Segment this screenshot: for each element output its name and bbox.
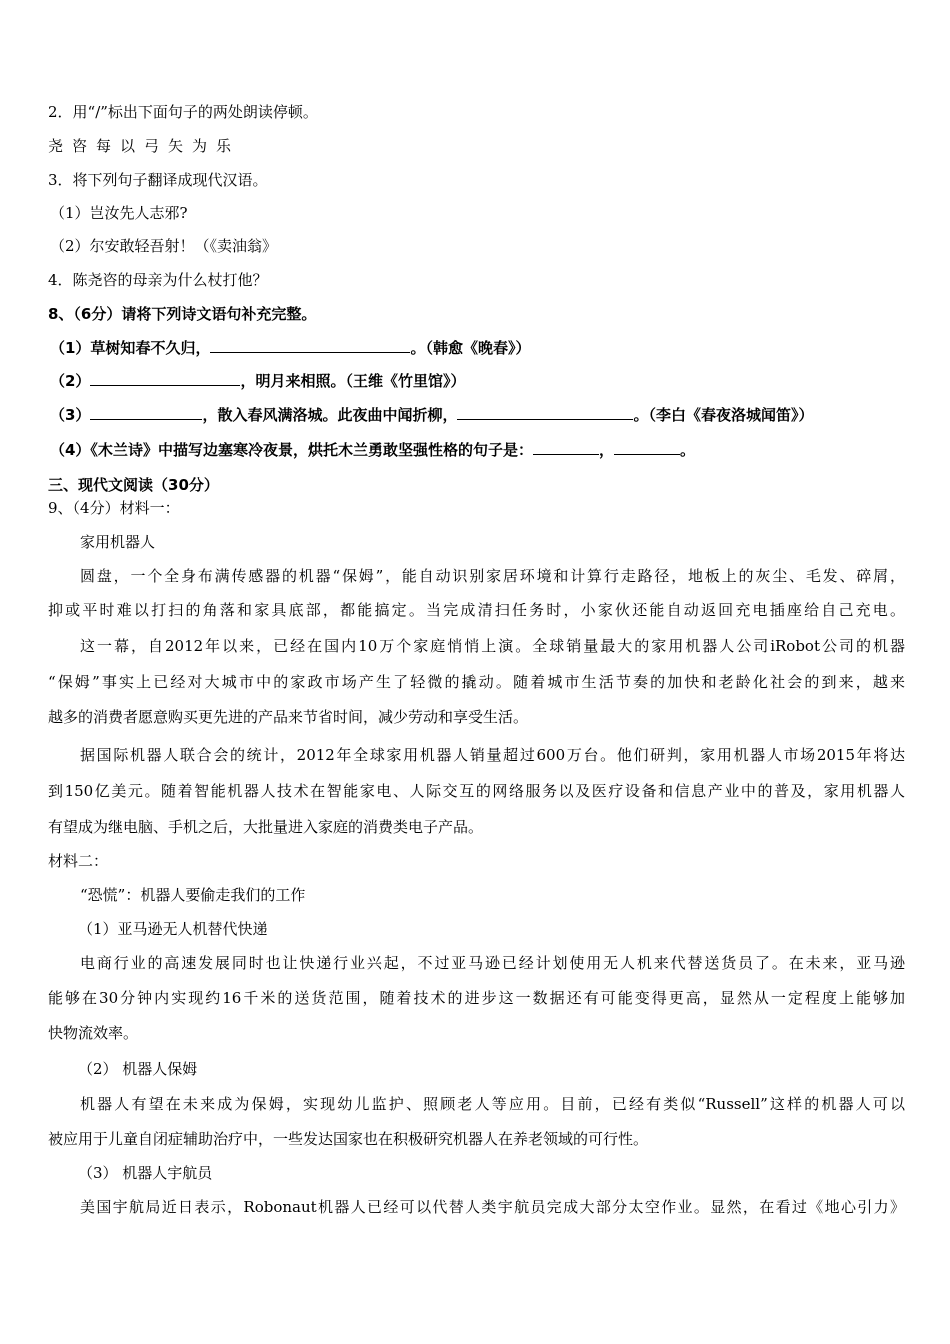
section-3-title: 三、现代文阅读（30分） xyxy=(48,476,219,494)
q8-item-2-text: ，明月来相照。（王维《竹里馆》） xyxy=(240,372,466,390)
paragraph-line: 有望成为继电脑、手机之后，大批量进入家庭的消费类电子产品。 xyxy=(48,818,484,836)
paragraph-line: 快物流效率。 xyxy=(48,1024,139,1042)
paragraph-line: 电商行业的高速发展同时也让快递行业兴起，不过亚马逊已经计划使用无人机来代替送货员了。在未来，亚马逊 xyxy=(80,954,905,972)
answer-blank[interactable] xyxy=(533,440,599,455)
paragraph-line: 抑或平时难以打扫的角落和家具底部，都能搞定。当完成清扫任务时，小家伙还能自动返回充电插座给自己充电。 xyxy=(48,601,905,619)
q4-title: 4．陈尧咨的母亲为什么杖打他？ xyxy=(48,271,268,289)
answer-blank[interactable] xyxy=(90,371,240,386)
q8-title: 8、（6分）请将下列诗文语句补充完整。 xyxy=(48,305,317,323)
q8-item-2 xyxy=(50,371,465,391)
paragraph-line: 到150亿美元。随着智能机器人技术在智能家电、人际交互的网络服务以及医疗设备和信息产业中的普及，家用机器人 xyxy=(48,782,905,800)
subheading: （2） 机器人保姆 xyxy=(78,1060,198,1078)
material-2-title: “恐慌”：机器人要偷走我们的工作 xyxy=(80,886,306,904)
paragraph-line: “保姆”事实上已经对大城市中的家政市场产生了轻微的撬动。随着城市生活节奏的加快和老龄化社会的到来，越来 xyxy=(48,673,905,691)
q9-title: 9、（4分）材料一： xyxy=(48,499,180,517)
q2-title: 2．用“/”标出下面句子的两处朗读停顿。 xyxy=(48,103,318,121)
q8-item-3-num: （3） xyxy=(50,406,91,424)
q8-item-3-source: 。（李白《春夜洛城闻笛》） xyxy=(633,406,814,424)
q8-item-1 xyxy=(50,338,530,358)
q8-item-3-text: ，散入春风满洛城。此夜曲中闻折柳， xyxy=(202,406,458,424)
q8-item-4-text: （4）《木兰诗》中描写边塞寒冷夜景，烘托木兰勇敢坚强性格的句子是： xyxy=(50,441,533,459)
answer-blank[interactable] xyxy=(210,338,410,353)
material-1-title: 家用机器人 xyxy=(80,533,156,551)
material-2-label: 材料二： xyxy=(48,852,109,870)
paragraph-line: 据国际机器人联合会的统计，2012年全球家用机器人销量超过600万台。他们研判，家用机器人市场2015年将达 xyxy=(80,746,905,764)
paragraph-line: 美国宇航局近日表示，Robonaut机器人已经可以代替人类宇航员完成大部分太空作业。显然，在看过《地心引力》 xyxy=(80,1198,905,1216)
paragraph-line: 机器人有望在未来成为保姆，实现幼儿监护、照顾老人等应用。目前，已经有类似“Russell”这样的机器人可以 xyxy=(80,1095,905,1113)
paragraph-line: 被应用于儿童自闭症辅助治疗中，一些发达国家也在积极研究机器人在养老领域的可行性。 xyxy=(48,1130,649,1148)
q3-item-1: （1）岂汝先人志邪? xyxy=(50,204,188,222)
paragraph-line: 圆盘，一个全身布满传感器的机器“保姆”，能自动识别家居环境和计算行走路径，地板上的灰尘、毛发、碎屑， xyxy=(80,567,905,585)
q8-item-3 xyxy=(50,405,813,425)
subheading: （3） 机器人宇航员 xyxy=(78,1164,213,1182)
subheading: （1）亚马逊无人机替代快递 xyxy=(78,920,268,938)
answer-blank[interactable] xyxy=(90,405,202,420)
q3-title: 3．将下列句子翻译成现代汉语。 xyxy=(48,171,268,189)
answer-blank[interactable] xyxy=(457,405,633,420)
q8-item-4-end: 。 xyxy=(679,441,695,459)
q2-sentence: 尧咨每以弓矢为乐 xyxy=(48,137,241,155)
q3-item-2: （2）尔安敢轻吾射！（《卖油翁》 xyxy=(50,237,278,255)
q8-item-1-text: （1）草树知春不久归， xyxy=(50,339,211,357)
answer-blank[interactable] xyxy=(614,440,680,455)
q8-item-1-source: 。（韩愈《晚春》） xyxy=(410,339,531,357)
paragraph-line: 越多的消费者愿意购买更先进的产品来节省时间，减少劳动和享受生活。 xyxy=(48,708,529,726)
paragraph-line: 能够在30分钟内实现约16千米的送货范围，随着技术的进步这一数据还有可能变得更高，显然从一定程度上能够加 xyxy=(48,989,905,1007)
q8-item-4 xyxy=(50,440,695,460)
q8-item-2-num: （2） xyxy=(50,372,91,390)
q8-item-4-sep: ， xyxy=(598,441,614,459)
paragraph-line: 这一幕，自2012年以来，已经在国内10万个家庭悄悄上演。全球销量最大的家用机器人公司iRobot公司的机器 xyxy=(80,637,905,655)
